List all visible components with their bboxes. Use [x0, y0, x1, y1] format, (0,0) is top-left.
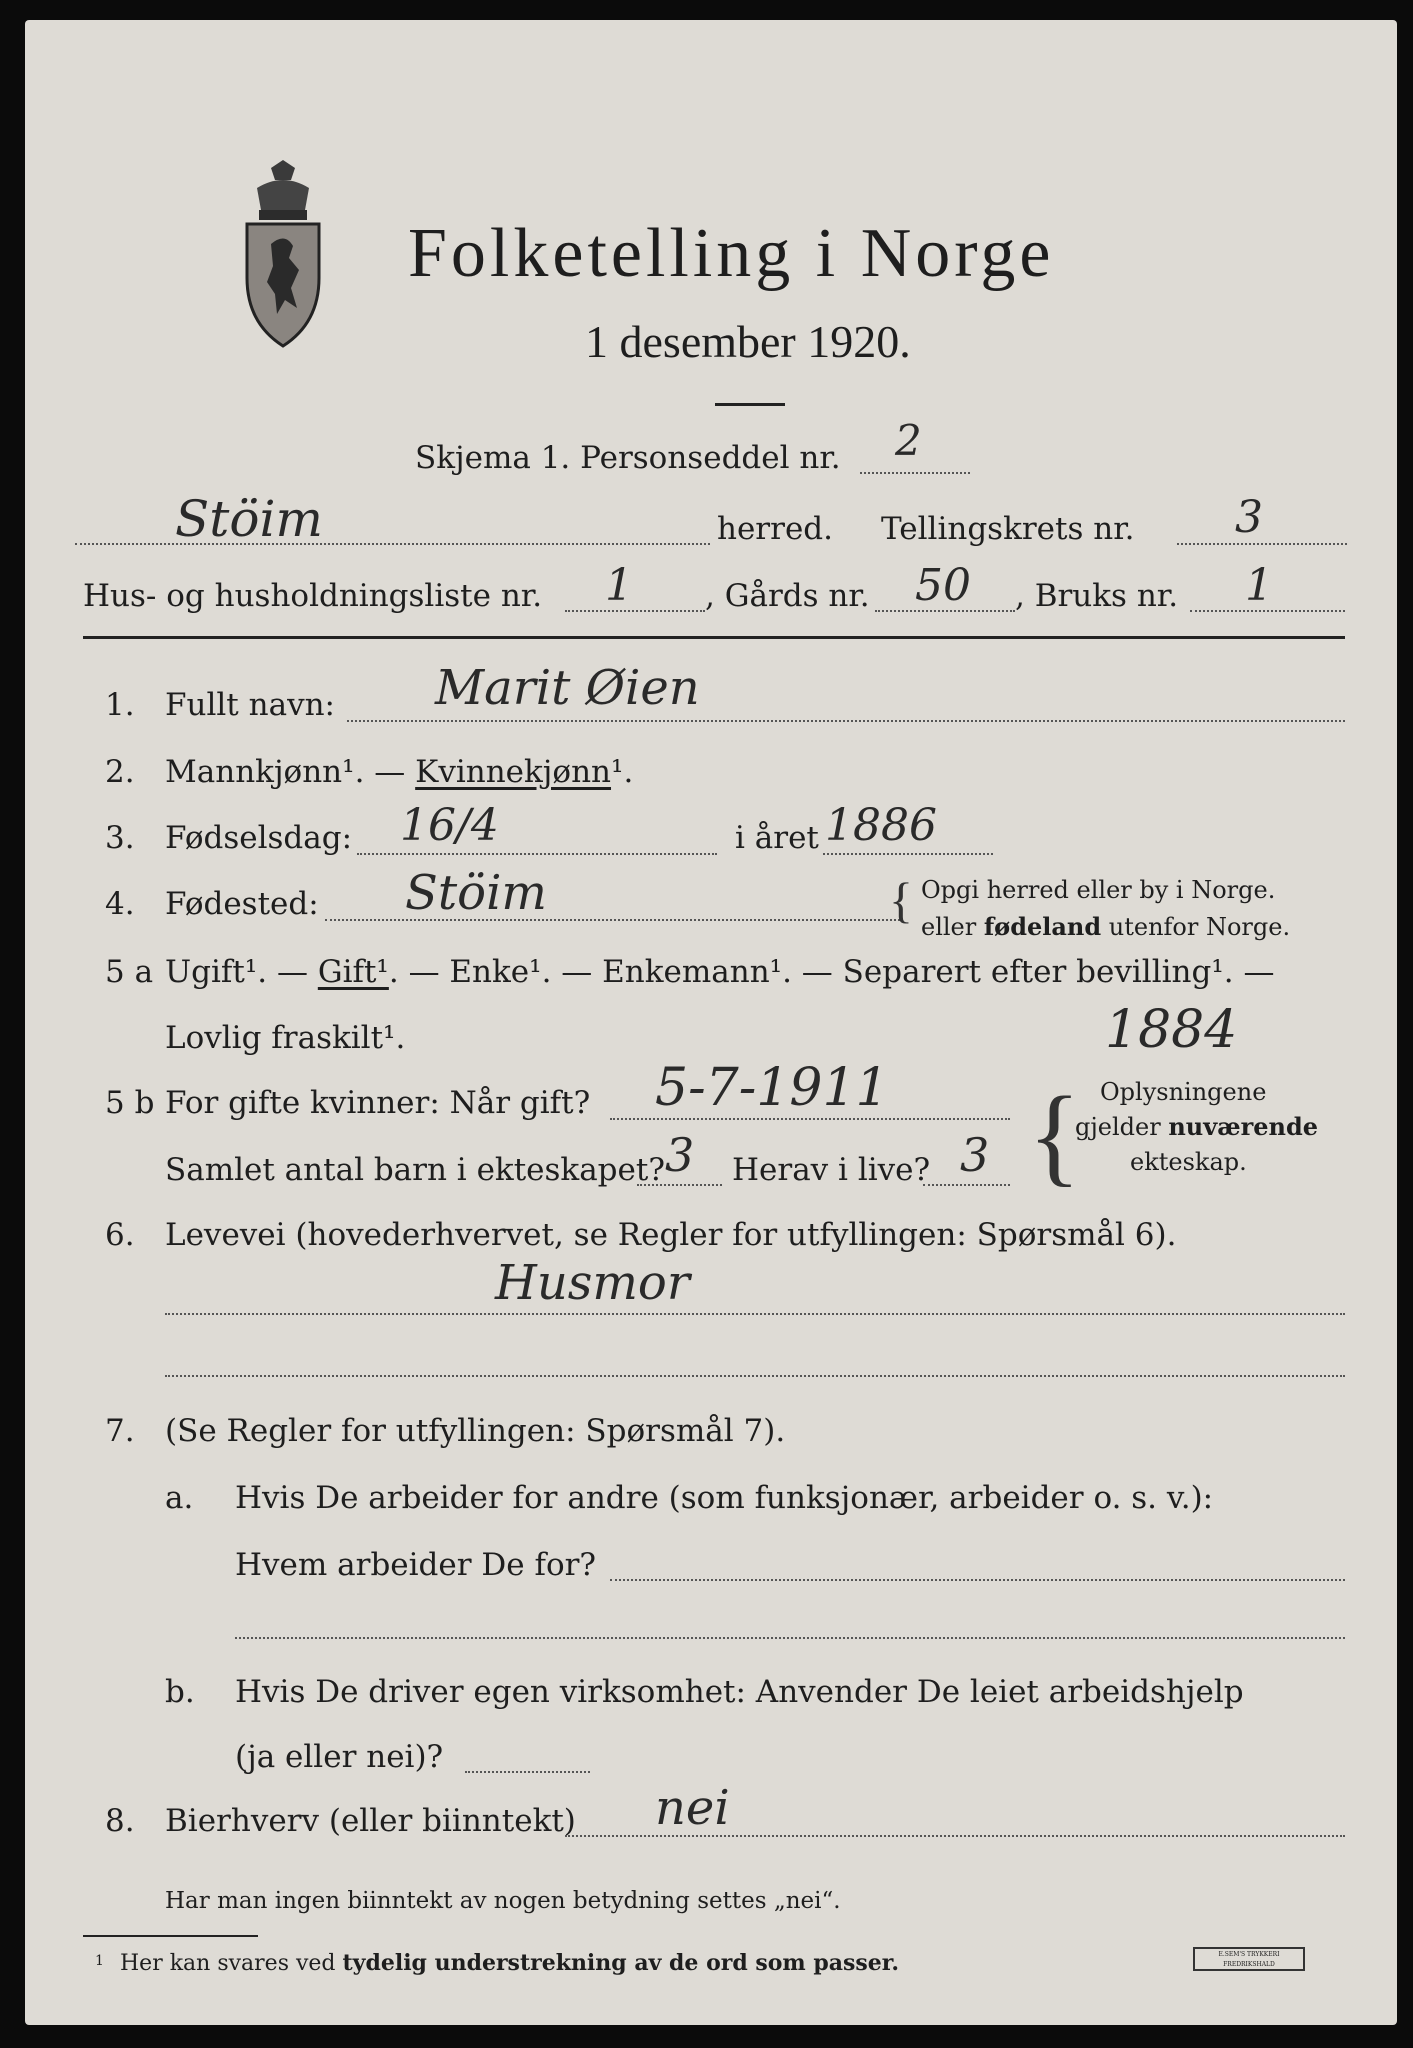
- q5b-label: For gifte kvinner: Når gift?: [165, 1085, 591, 1121]
- footnote: [120, 1952, 899, 1975]
- bleed-through-text: [975, 105, 981, 132]
- herred-value[interactable]: Stöim: [175, 490, 323, 548]
- q7b-line1: Hvis De driver egen virksomhet: Anvender De leiet arbeidshjelp: [235, 1674, 1244, 1710]
- bruks-value[interactable]: 1: [1245, 560, 1273, 611]
- q5b-live-label: Herav i live?: [732, 1152, 931, 1188]
- gards-value[interactable]: 50: [915, 560, 971, 611]
- q5a-rest[interactable]: . — Enke¹. — Enkemann¹. — Separert efter bevilling¹. —: [388, 954, 1275, 990]
- footnote-number: 1: [95, 1953, 104, 1969]
- form-title: Folketelling i Norge: [408, 215, 1055, 292]
- q3-label: Fødselsdag:: [165, 820, 353, 856]
- q6-number: 6.: [105, 1217, 135, 1253]
- q7-number: 7.: [105, 1413, 135, 1449]
- q7a-answer-line-1[interactable]: [610, 1579, 1345, 1581]
- q5b-live-value[interactable]: 3: [960, 1128, 990, 1182]
- census-date: 1 desember 1920.: [585, 316, 911, 367]
- q2-number: 2.: [105, 754, 135, 790]
- q8-number: 8.: [105, 1803, 135, 1839]
- q4-note-2a: eller: [921, 913, 984, 941]
- tellingskrets-value[interactable]: 3: [1235, 492, 1263, 543]
- q3-value[interactable]: 16/4: [400, 800, 499, 851]
- q5b-note-line1: Oplysningene: [1100, 1078, 1267, 1106]
- hus-label: Hus- og husholdningsliste nr.: [83, 578, 543, 614]
- q3-line: [357, 853, 717, 855]
- q5b-note-2b: nuværende: [1168, 1112, 1319, 1141]
- gards-label: , Gårds nr.: [705, 578, 870, 614]
- printer-stamp: E.SEM'S TRYKKERI FREDRIKSHALD: [1193, 1947, 1305, 1971]
- q8-value[interactable]: nei: [655, 1780, 730, 1836]
- q7b-letter: b.: [165, 1674, 195, 1710]
- hus-value[interactable]: 1: [605, 560, 633, 611]
- q4-note-2b: fødeland: [983, 912, 1102, 941]
- q2-kvinne[interactable]: Kvinnekjønn: [415, 754, 612, 790]
- q5a-line2[interactable]: Lovlig fraskilt¹.: [165, 1020, 406, 1056]
- q3-aaret-line: [823, 853, 993, 855]
- q5b-barn-value[interactable]: 3: [665, 1128, 695, 1182]
- q6-line-2: [165, 1375, 1345, 1377]
- footnote-a: Her kan svares ved: [120, 1951, 343, 1976]
- census-form-sheet: [25, 20, 1397, 2025]
- q5b-barn-line: [637, 1184, 722, 1186]
- q1-label: Fullt navn:: [165, 687, 335, 723]
- schema-line: [860, 472, 970, 474]
- q5b-barn-label: Samlet antal barn i ekteskapet?: [165, 1152, 665, 1188]
- norway-coat-of-arms-icon: [233, 158, 333, 358]
- q5b-note-line2: [1075, 1112, 1319, 1141]
- q5a-margin-note: 1884: [1105, 1000, 1238, 1060]
- q5a-ugift[interactable]: Ugift¹. —: [165, 954, 318, 990]
- header-divider: [83, 636, 1345, 639]
- q5b-line: [610, 1118, 1010, 1120]
- footnote-b: tydelig understrekning av de ord som passer.: [342, 1950, 900, 1976]
- q2-options: [165, 754, 634, 790]
- bruks-label: , Bruks nr.: [1015, 578, 1179, 614]
- herred-line: [75, 543, 710, 545]
- q4-brace: {: [889, 872, 913, 928]
- q4-value[interactable]: Stöim: [405, 865, 547, 921]
- q4-label: Fødested:: [165, 886, 319, 922]
- q1-number: 1.: [105, 687, 135, 723]
- q6-value[interactable]: Husmor: [495, 1255, 690, 1311]
- hus-line: [565, 610, 705, 612]
- q7a-letter: a.: [165, 1480, 194, 1516]
- q4-number: 4.: [105, 886, 135, 922]
- title-divider: [715, 403, 785, 406]
- q2-mann[interactable]: Mannkjønn¹.: [165, 754, 365, 790]
- q5b-value[interactable]: 5-7-1911: [655, 1058, 889, 1118]
- schema-number[interactable]: 2: [895, 416, 922, 465]
- q5a-options: [165, 954, 1275, 990]
- q6-label: Levevei (hovederhvervet, se Regler for utfyllingen: Spørsmål 6).: [165, 1217, 1177, 1253]
- q6-line-1: [165, 1313, 1345, 1315]
- q7b-line2: (ja eller nei)?: [235, 1739, 444, 1775]
- q3-aaret-value[interactable]: 1886: [825, 800, 937, 851]
- q2-kvinne-sup: ¹.: [611, 754, 634, 790]
- q5b-live-line: [923, 1184, 1010, 1186]
- q7-label: (Se Regler for utfyllingen: Spørsmål 7).: [165, 1413, 786, 1449]
- q5b-note-line3: ekteskap.: [1130, 1148, 1247, 1176]
- q4-note-2c: utenfor Norge.: [1101, 913, 1291, 941]
- q8-label: Bierhverv (eller biinntekt): [165, 1803, 576, 1839]
- q7a-line1: Hvis De arbeider for andre (som funksjonær, arbeider o. s. v.):: [235, 1480, 1214, 1516]
- q5b-number: 5 b: [105, 1085, 155, 1121]
- q5b-brace: {: [1028, 1074, 1081, 1196]
- q7b-answer-line[interactable]: [465, 1771, 590, 1773]
- tellingskrets-label: Tellingskrets nr.: [881, 511, 1135, 547]
- tellingskrets-line: [1177, 543, 1347, 545]
- q3-number: 3.: [105, 820, 135, 856]
- q4-note-line1: Opgi herred eller by i Norge.: [921, 876, 1276, 904]
- q7a-answer-line-2[interactable]: [235, 1637, 1345, 1639]
- q5b-note-2a: gjelder: [1075, 1113, 1169, 1141]
- schema-label: Skjema 1. Personseddel nr.: [415, 440, 841, 476]
- q5a-number: 5 a: [105, 954, 154, 990]
- q3-aaret-label: i året: [735, 820, 819, 856]
- q1-line: [347, 720, 1345, 722]
- q4-note-line2: [921, 912, 1291, 941]
- herred-label: herred.: [717, 511, 833, 547]
- q5a-gift[interactable]: Gift¹: [317, 954, 389, 990]
- footer-note: Har man ingen biinntekt av nogen betydning settes „nei“.: [165, 1888, 841, 1914]
- q2-dash: —: [364, 754, 416, 790]
- q1-value[interactable]: Marit Øien: [435, 660, 700, 716]
- footnote-divider: [83, 1935, 258, 1937]
- q7a-line2: Hvem arbeider De for?: [235, 1547, 597, 1583]
